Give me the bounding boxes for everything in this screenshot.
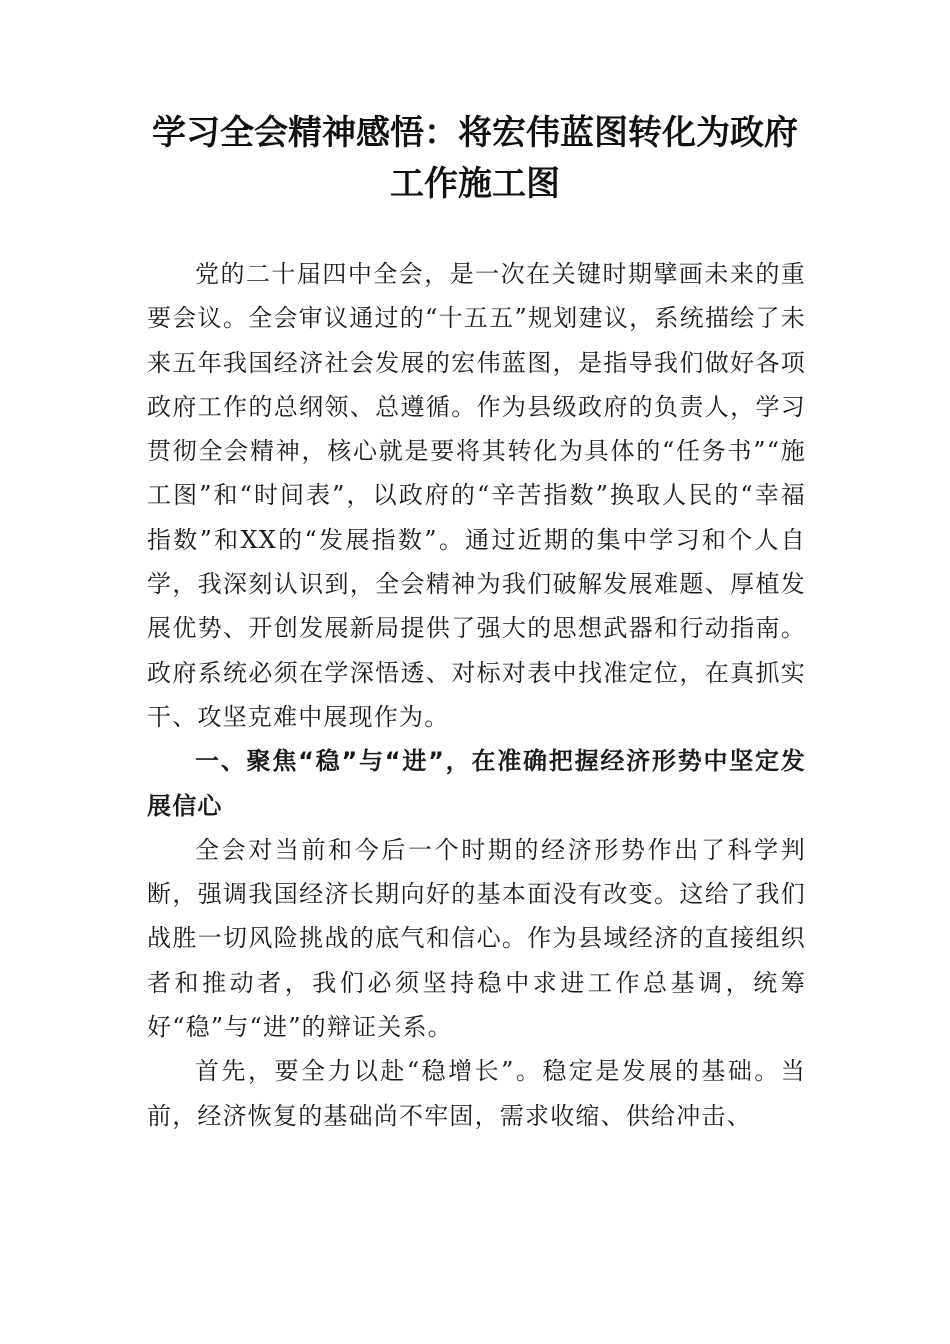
document-title: 学习全会精神感悟：将宏伟蓝图转化为政府工作施工图 — [152, 113, 798, 204]
section-1-paragraph-2: 首先，要全力以赴“稳增长”。稳定是发展的基础。当前，经济恢复的基础尚不牢固，需求收缩、供给冲击、 — [147, 1057, 806, 1130]
section-heading-1: 一、聚焦“稳”与“进”，在准确把握经济形势中坚定发展信心 — [147, 747, 806, 820]
section-1-paragraph-1: 全会对当前和今后一个时期的经济形势作出了科学判断，强调我国经济长期向好的基本面没有改变。这给了我们战胜一切风险挑战的底气和信心。作为县域经济的直接组织者和推动者，我们必须坚持稳中求进工作总基调，统筹好“稳”与“进”的辩证关系。 — [147, 835, 806, 1042]
intro-paragraph: 党的二十届四中全会，是一次在关键时期擘画未来的重要会议。全会审议通过的“十五五”规划建议，系统描绘了未来五年我国经济社会发展的宏伟蓝图，是指导我们做好各项政府工作的总纲领、总遵循。作为县级政府的负责人，学习贯彻全会精神，核心就是要将其转化为具体的“任务书”“施工图”和“时间表”，以政府的“辛苦指数”换取人民的“幸福指数”和XX的“发展指数”。通过近期的集中学习和个人自学，我深刻认识到，全会精神为我们破解发展难题、厚植发展优势、开创发展新局提供了强大的思想武器和行动指南。政府系统必须在学深悟透、对标对表中找准定位，在真抓实干、攻坚克难中展现作为。 — [147, 260, 806, 731]
document-body — [147, 252, 806, 1138]
